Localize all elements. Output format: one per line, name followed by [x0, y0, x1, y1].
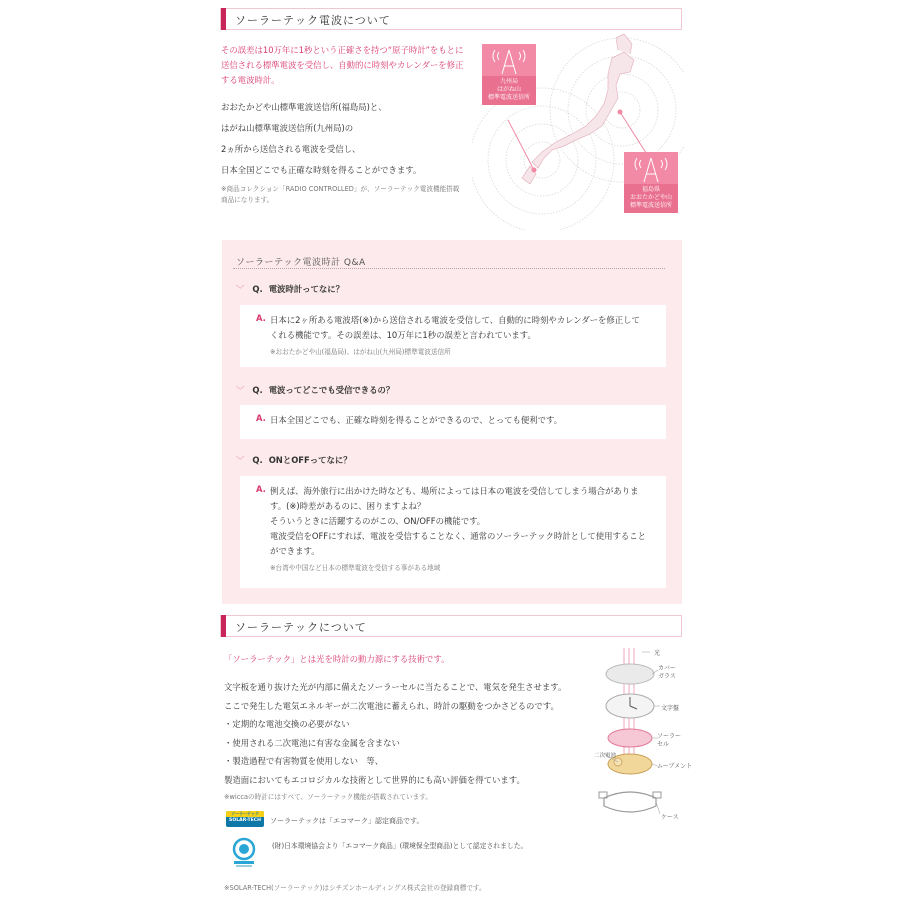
kyushu-station-badge: [482, 44, 536, 105]
answer-line: くれる機能です。その誤差は、10万年に1秒の誤差と言われています。: [270, 330, 536, 340]
qa-title: ソーラーテック電波時計 Q&A: [236, 258, 366, 268]
radio-body: [221, 97, 471, 181]
radio-body-line: おおたかどや山標準電波送信所(福島局)と、: [221, 102, 387, 112]
heading-accent-bar: [221, 8, 226, 30]
radio-body-line: 2ヵ所から送信される電波を受信し、: [221, 144, 361, 154]
fukushima-station-badge: [624, 152, 678, 213]
cell-label-line: ソーラー: [657, 733, 682, 740]
radio-section-heading: [220, 8, 682, 30]
radio-lead-line: 送信される標準電波を受信し、自動的に時刻やカレンダーを修正: [221, 60, 464, 70]
diagram-label-dial: 文字盤: [661, 705, 680, 712]
solar-body-line: 文字板を通り抜けた光が内部に備えたソーラーセルに当たることで、電気を発生させます。: [224, 682, 567, 692]
solar-body-line: 製造面においてもエコロジカルな技術として世界的にも高い評価を得ています。: [224, 774, 525, 785]
heading-accent-bar: [221, 615, 226, 637]
a-letter: A.: [256, 313, 266, 323]
radio-note-line: 商品になります。: [221, 196, 274, 204]
a-letter: A.: [256, 413, 266, 423]
q-letter: Q.: [252, 455, 263, 465]
qa-divider: [233, 268, 665, 269]
case-part: [604, 792, 656, 812]
solar-tech-logo: [226, 811, 264, 827]
qa-question-1[interactable]: [236, 283, 344, 295]
answer-line: ができます。: [270, 546, 320, 556]
diagram-label-cover: [658, 665, 676, 681]
solar-logo-text: SOLAR-TECH: [229, 818, 261, 823]
question-text: 電波時計ってなに？: [268, 284, 345, 294]
solar-body: [224, 678, 584, 789]
radio-tower-icon: [482, 44, 536, 76]
solar-body-line: ・使用される二次電池に有害な金属を含まない: [224, 737, 400, 748]
ecomark-org-text: (財)日本環境協会より「エコマーク商品」(環境保全型商品)として認定されました。: [272, 842, 528, 850]
cell-label-line: セル: [657, 741, 670, 748]
radio-heading-text: ソーラーテック電波について: [235, 14, 391, 27]
question-text: ONとOFFってなに？: [268, 455, 352, 465]
ecomark-statement: ソーラーテックは「エコマーク」認定商品です。: [270, 817, 424, 825]
qa-question-2[interactable]: [236, 384, 394, 396]
a-letter: A.: [256, 484, 266, 494]
trademark-note: ※SOLAR-TECH(ソーラーテック)はシチズンホールディングス株式会社の登録商標です。: [224, 884, 486, 892]
ecomark-logo-icon: [230, 837, 258, 869]
q-letter: Q.: [252, 385, 263, 395]
cover-label-line: ガラス: [658, 673, 676, 680]
solar-heading-text: ソーラーテックについて: [235, 621, 367, 634]
answer-line: 日本全国どこでも、正確な時刻を得ることができるので、とっても便利です。: [270, 415, 563, 425]
chevron-down-icon: ﹀: [236, 385, 245, 395]
solar-section-heading: [220, 615, 682, 637]
answer-line: 電波受信をOFFにすれば、電波を受信することなく、通常のソーラーテック時計として使用すること: [270, 531, 647, 541]
answer-line: 例えば、海外旅行に出かけた時なども、場所によっては日本の電波を受信してしまう場合がありま: [270, 486, 639, 496]
fukushima-label-line: おおたかどや山: [629, 194, 672, 201]
qa-question-3[interactable]: [236, 454, 352, 466]
solar-body-line: ・定期的な電池交換の必要がない: [224, 719, 350, 729]
kyushu-label-line: はがね山: [496, 86, 521, 93]
q-letter: Q.: [252, 284, 263, 294]
diagram-label-light: 光: [654, 650, 661, 657]
answer-note: ※台湾や中国など日本の標準電波を受信する事がある地域: [270, 564, 441, 572]
radio-lead: [221, 43, 471, 88]
radio-tower-icon: [624, 152, 678, 184]
cover-label-line: カバー: [658, 665, 677, 672]
answer-line: そういうときに活躍するのがこの、ON/OFFの機能です。: [270, 516, 486, 526]
kyushu-label-line: 標準電波送信所: [487, 94, 530, 101]
fukushima-label-line: 福島県: [641, 186, 660, 193]
chevron-down-icon: ﹀: [236, 284, 245, 294]
radio-lead-line: その誤差は10万年に1秒という正確さを持つ“原子時計”をもとに: [221, 45, 464, 55]
fukushima-label-line: 標準電波送信所: [629, 202, 672, 209]
radio-note: [221, 184, 471, 206]
solar-cell-part: [608, 729, 652, 747]
solar-body-line: ここで発生した電気エネルギーが二次電池に蓄えられ、時計の駆動をつかさどるのです。: [224, 700, 559, 711]
qa-answer-1: [240, 305, 666, 367]
answer-line: す。(※)時差があるのに、困りますよね？: [270, 501, 426, 511]
diagram-label-battery: 二次電池: [594, 753, 617, 759]
radio-body-line: はがね山標準電波送信所(九州局)の: [221, 123, 354, 133]
qa-answer-3: [240, 476, 666, 588]
cover-glass-part: [606, 664, 654, 684]
question-text: 電波ってどこでも受信できるの？: [268, 385, 395, 395]
radio-note-line: ※商品コレクション「RADIO CONTROLLED」が、ソーラーテック電波機能搭載: [221, 185, 460, 193]
diagram-label-movement: ムーブメント: [657, 763, 693, 770]
answer-note: ※おおたかどや山(福島局)、はがね山(九州局)標準電波送信所: [270, 348, 451, 356]
qa-answer-2: [240, 405, 666, 439]
diagram-label-case: ケース: [661, 814, 679, 821]
diagram-label-cell: [657, 733, 681, 749]
solar-lead: 「ソーラーテック」とは光を時計の動力源にする技術です。: [224, 654, 450, 664]
radio-body-line: 日本全国どこでも正確な時刻を得ることができます。: [221, 165, 422, 175]
solar-logo-sub: ソーラーテック: [226, 811, 264, 817]
radio-lead-line: する電波時計。: [221, 75, 280, 85]
chevron-down-icon: ﹀: [236, 455, 245, 465]
kyushu-label-line: 九州局: [499, 78, 518, 85]
solar-note: ※wiccaの時計にはすべて、ソーラーテック機能が搭載されています。: [224, 793, 432, 801]
answer-line: 日本に2ヶ所ある電波塔(※)から送信される電波を受信して、自動的に時刻やカレンダーを修正して: [270, 315, 640, 325]
solar-body-line: ・製造過程で有害物質を使用しない 等、: [224, 756, 384, 766]
